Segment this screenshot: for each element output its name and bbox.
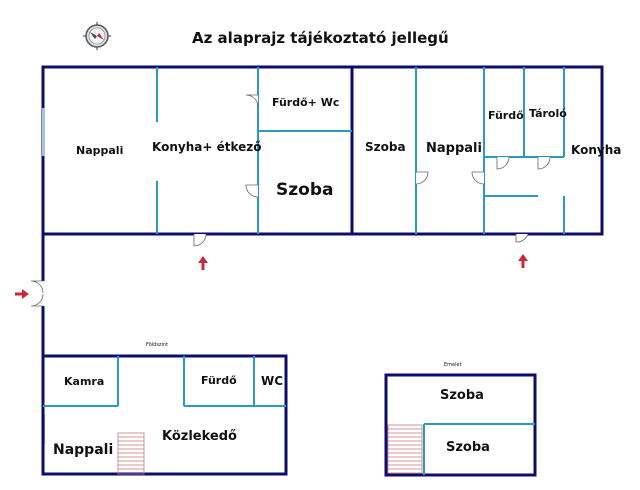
entrance-arrow-icon — [15, 254, 528, 299]
room-label-szoba: Szoba — [446, 440, 490, 455]
room-label-szoba: Szoba — [365, 140, 406, 154]
room-label-kamra: Kamra — [64, 375, 105, 388]
room-label-nappali: Nappali — [53, 442, 114, 458]
room-label-szoba: Szoba — [276, 180, 334, 200]
room-label-nappali: Nappali — [76, 144, 124, 157]
plan-title: Az alaprajz tájékoztató jellegű — [192, 29, 449, 47]
stairs-icon — [388, 425, 422, 473]
level-label-upper: Emelet — [444, 362, 462, 368]
room-label-wc: WC — [261, 374, 284, 388]
door-icon — [31, 95, 550, 306]
room-label-konyha: Konyha — [571, 143, 622, 157]
room-label-szoba: Szoba — [440, 388, 484, 403]
room-label-tarolo: Tároló — [529, 107, 567, 120]
room-label-kozlekedo: Közlekedő — [162, 429, 237, 444]
room-label-furdo: Fürdő — [201, 374, 237, 387]
room-label-furdo: Fürdő — [488, 109, 524, 122]
room-label-nappali: Nappali — [426, 141, 482, 156]
level-label-ground: Földszint — [146, 342, 169, 348]
window — [42, 108, 45, 156]
room-label-konyha-etkezo: Konyha+ étkező — [152, 140, 262, 154]
compass-icon — [83, 22, 111, 50]
room-label-furdo-wc: Fürdő+ Wc — [272, 96, 340, 109]
stairs-icon — [118, 433, 144, 474]
